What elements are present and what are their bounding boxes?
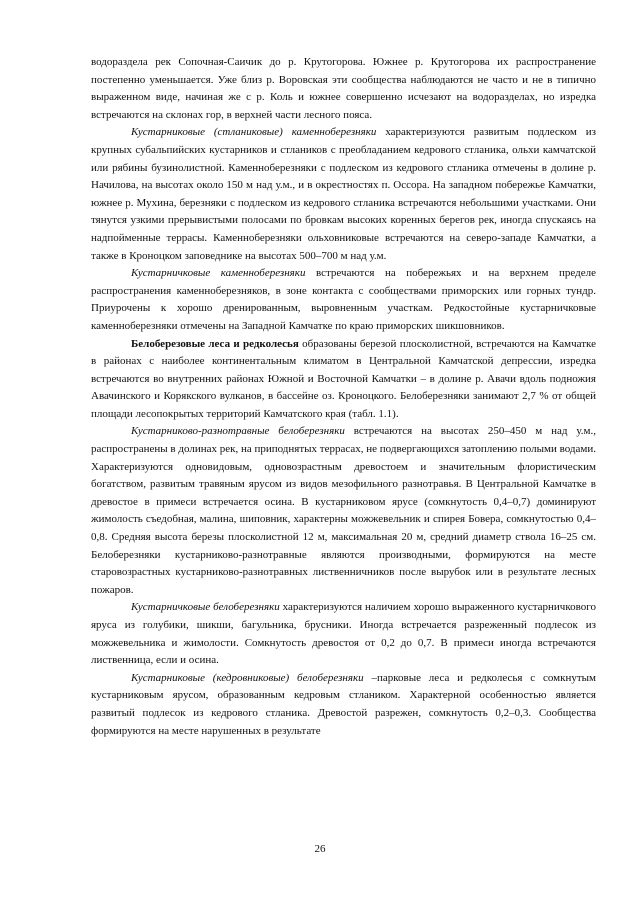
paragraph-lead: Кустарничковые каменноберезняки <box>131 267 306 280</box>
paragraph-text: встречаются на высотах 250–450 м над у.м., распространены в долинах рек, на приподнятых террасах, не подвергающихся затоплению полыми водами. Характеризуются одновидовым, одновозрастным древостоем и значительным флористическим богатством, развитым травяным ярусом из видов мезофильного разнотравья. В Центральной Камчатке в древостое в примеси встречается осина. В кустарниковом ярусе (сомкнутость 0,4–0,7) доминируют жимолость съедобная, малина, шиповник, характерны можжевельник и спирея Бовера, сомкнутостью 0,4–0,8. Средняя высота березы плосколистной 12 м, максимальная 20 м, средний диаметр ствола 16–25 см. Белоберезняки кустарниково-разнотравные являются производными, формируются на месте старовозрастных кустарниково-разнотравных лиственничников после вырубок или в результате лесных пожаров. <box>91 425 597 596</box>
paragraph-text: водораздела рек Сопочная-Саичик до р. Крутогорова. Южнее р. Крутогорова их распространение постепенно уменьшается. Уже близ р. Воровская эти сообщества наблюдаются не часто и не в типично выраженном виде, начиная же с р. Коль и южнее совершенно исчезают на водоразделах, но изредка встречаются на склонах гор, в верхней части лесного пояса. <box>91 56 596 121</box>
paragraph-6 <box>91 599 596 669</box>
paragraph-3 <box>91 265 596 335</box>
paragraph-4 <box>91 336 596 424</box>
paragraph-text: характеризуются развитым подлеском из крупных субальпийских кустарников и стлаников с преобладанием кедрового стланика, ольхи камчатской или рябины бузинолистной. Каменноберезняки с подлеском из кедрового стланика отмечены в долине р. Начилова, на высотах около 150 м над у.м., и в окрестностях п. Оссора. На западном побережье Камчатки, южнее р. Мухина, березняки с подлеском из кедрового стланика встречаются небольшими участками. Они тянутся узкими прерывистыми полосами по бровкам высоких коренных берегов рек, иногда спускаясь на надпойменные террасы. Каменноберезняки ольховниковые встречаются на северо-западе Камчатки, а также в Кроноцком заповеднике на высотах 500–700 м над у.м. <box>91 126 596 262</box>
paragraph-text: образованы березой плосколистной, встречаются на Камчатке в районах с наиболее континентальным климатом в Центральной Камчатской депрессии, изредка встречаются во внутренних районах Южной и Восточной Камчатки – в долине р. Авачи вдоль подножия Авачинского и Корякского вулканов, в бассейне оз. Кроноцкого. Белоберезняки занимают 2,7 % от общей площади лесопокрытых территорий Камчатского края (табл. 1.1). <box>91 337 596 420</box>
paragraph-lead: Кустарниково-разнотравные белоберезняки <box>131 425 345 438</box>
paragraph-text: характеризуются наличием хорошо выраженного кустарничкового яруса из голубики, шикши, багульника, брусники. Иногда встречается разреженный подлесок из можжевельника и жимолости. Сомкнутость древостоя от 0,2 до 0,7. В примеси иногда встречаются лиственница, если и осина. <box>91 601 596 667</box>
paragraph-lead: Кустарниковые (кедровниковые) белоберезняки <box>131 671 364 684</box>
paragraph-5 <box>91 423 596 599</box>
paragraph-lead: Белоберезовые леса и редколесья <box>131 337 299 350</box>
paragraph-text: встречаются на побережьях и на верхнем пределе распространения каменноберезняков, в зоне контакта с сообществами приморских или горных тундр. Приурочены к хорошо дренированным, выровненным участкам. Редкостойные кустарничковые каменноберезняки отмечены на Западной Камчатке по краю приморских шикшовников. <box>91 267 596 332</box>
paragraph-lead: Кустарничковые белоберезняки <box>131 601 280 614</box>
paragraph-7 <box>91 670 596 740</box>
page-number: 26 <box>314 843 326 855</box>
paragraph-2 <box>91 124 596 265</box>
paragraph-1 <box>91 54 596 124</box>
paragraph-lead: Кустарниковые (стланиковые) каменноберезняки <box>131 126 377 139</box>
document-page <box>91 54 596 740</box>
paragraph-text: –парковые леса и редколесья с сомкнутым кустарниковым ярусом, образованным кедровым стлаником. Характерной особенностью является развитый подлесок из кедрового стланика. Древостой разрежен, сомкнутость 0,2–0,3. Сообщества формируются на месте нарушенных в результате <box>91 671 596 737</box>
